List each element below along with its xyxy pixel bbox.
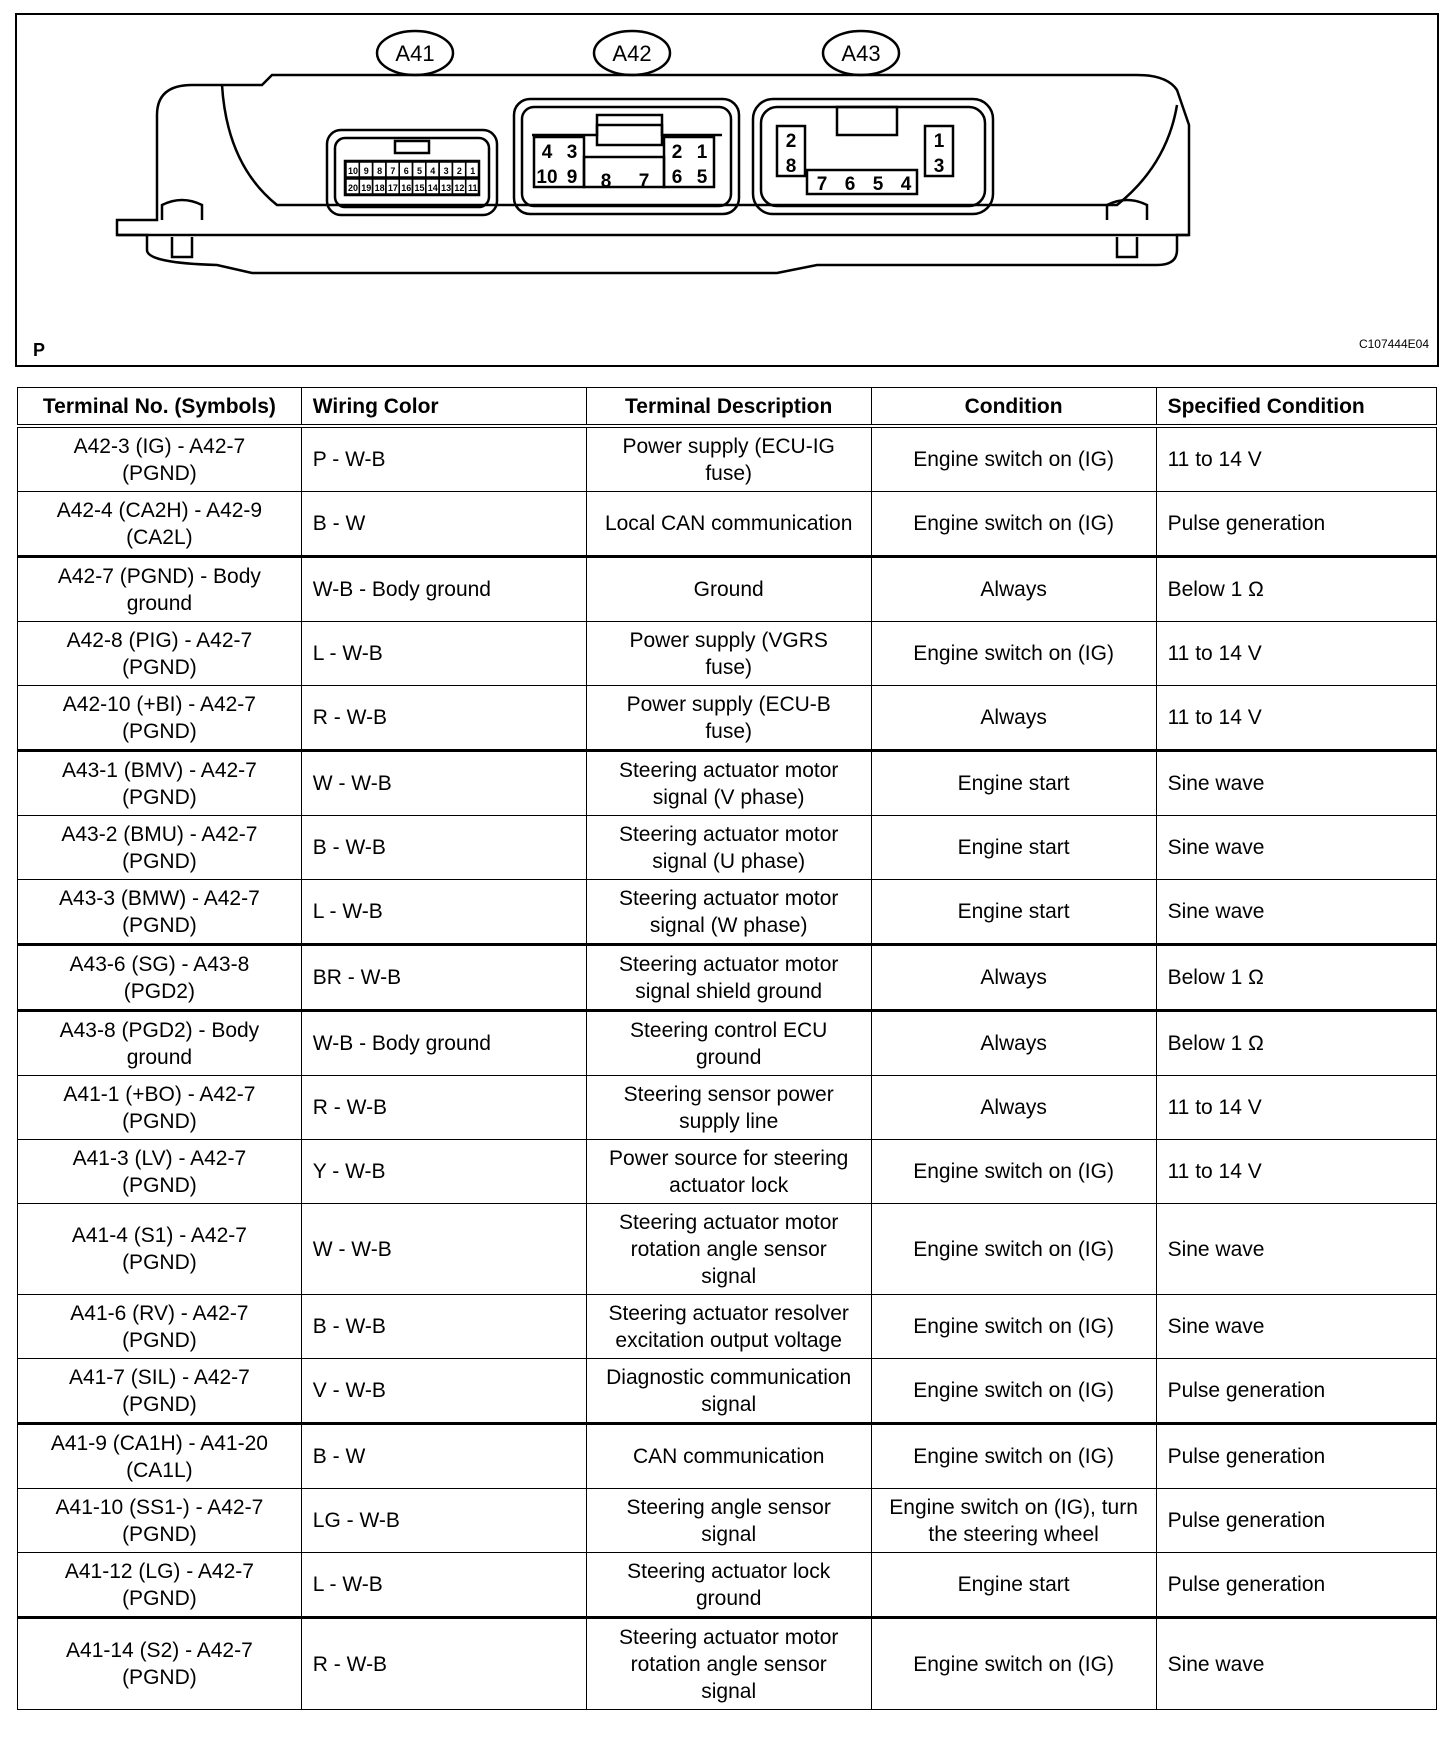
cell-condition: Always [871,557,1156,622]
table-row [18,880,1437,945]
cell-wiring: R - W-B [301,1076,586,1140]
a41-pin-number: 11 [467,183,478,193]
cell-terminal: A42-3 (IG) - A42-7 (PGND) [18,426,302,492]
cell-description: CAN communication [586,1424,871,1489]
cell-specified: Sine wave [1156,1618,1436,1710]
cell-wiring: Y - W-B [301,1140,586,1204]
cell-wiring: B - W-B [301,816,586,880]
a41-pin-number: 4 [430,166,436,176]
header-wiring: Wiring Color [301,388,586,427]
a41-pin-number: 6 [403,166,409,176]
a41-pin-number: 12 [454,183,465,193]
cell-specified: 11 to 14 V [1156,1076,1436,1140]
table-row [18,1553,1437,1618]
a43-pin-number: 3 [933,156,945,177]
cell-condition: Engine switch on (IG), turn the steering wheel [871,1489,1156,1553]
cell-description: Diagnostic communication signal [586,1359,871,1424]
a43-pin-number: 2 [785,131,797,152]
cell-wiring: L - W-B [301,880,586,945]
cell-description: Steering control ECU ground [586,1011,871,1076]
cell-specified: Pulse generation [1156,1553,1436,1618]
table-row [18,1011,1437,1076]
table-row [18,426,1437,492]
header-description: Terminal Description [586,388,871,427]
a42-pin-number: 6 [671,167,683,188]
cell-specified: Below 1 Ω [1156,1011,1436,1076]
cell-condition: Always [871,1011,1156,1076]
a43-pin-number: 5 [872,174,884,195]
a41-pin-number: 2 [456,166,462,176]
cell-condition: Engine switch on (IG) [871,492,1156,557]
cell-specified: Below 1 Ω [1156,557,1436,622]
cell-specified: 11 to 14 V [1156,622,1436,686]
cell-description: Steering actuator motor signal (V phase) [586,751,871,816]
a41-label: A41 [395,41,435,66]
cell-description: Power supply (ECU-B fuse) [586,686,871,751]
cell-specified: 11 to 14 V [1156,686,1436,751]
left-stud-foot [172,237,192,257]
a41-pin-number: 10 [347,166,359,176]
table-row [18,1204,1437,1295]
cell-condition: Engine switch on (IG) [871,1295,1156,1359]
table-row [18,686,1437,751]
a43-pin-number: 6 [844,174,856,195]
cell-description: Ground [586,557,871,622]
cell-specified: Sine wave [1156,880,1436,945]
table-row [18,816,1437,880]
cell-terminal: A43-1 (BMV) - A42-7 (PGND) [18,751,302,816]
cell-condition: Always [871,945,1156,1011]
a42-pin-number: 4 [541,142,553,163]
cell-terminal: A41-6 (RV) - A42-7 (PGND) [18,1295,302,1359]
a42-pin-number: 2 [671,142,683,163]
a41-latch [395,141,429,153]
cell-condition: Engine start [871,751,1156,816]
cell-specified: 11 to 14 V [1156,1140,1436,1204]
terminal-table [17,387,1437,1710]
cell-terminal: A43-2 (BMU) - A42-7 (PGND) [18,816,302,880]
cell-wiring: L - W-B [301,622,586,686]
cell-terminal: A42-7 (PGND) - Body ground [18,557,302,622]
cell-wiring: BR - W-B [301,945,586,1011]
cell-terminal: A42-4 (CA2H) - A42-9 (CA2L) [18,492,302,557]
cell-description: Power supply (ECU-IG fuse) [586,426,871,492]
cell-wiring: P - W-B [301,426,586,492]
cell-terminal: A41-4 (S1) - A42-7 (PGND) [18,1204,302,1295]
a42-pin-number: 5 [696,167,708,188]
cell-wiring: W - W-B [301,751,586,816]
cell-terminal: A43-3 (BMW) - A42-7 (PGND) [18,880,302,945]
cell-terminal: A41-3 (LV) - A42-7 (PGND) [18,1140,302,1204]
table-row [18,1359,1437,1424]
cell-description: Steering sensor power supply line [586,1076,871,1140]
cell-specified: Pulse generation [1156,492,1436,557]
table-row [18,492,1437,557]
a41-pin-number: 8 [377,166,383,176]
a41-pin-number: 7 [390,166,396,176]
a41-pin-number: 14 [427,183,438,193]
cell-condition: Engine switch on (IG) [871,1359,1156,1424]
right-stud-foot [1117,237,1137,257]
cell-wiring: B - W [301,1424,586,1489]
a42-pin-block-center [584,157,664,187]
cell-terminal: A41-1 (+BO) - A42-7 (PGND) [18,1076,302,1140]
cell-description: Power supply (VGRS fuse) [586,622,871,686]
cell-description: Steering actuator motor signal (U phase) [586,816,871,880]
cell-terminal: A43-6 (SG) - A43-8 (PGD2) [18,945,302,1011]
a41-pin-number: 20 [347,183,359,193]
header-specified: Specified Condition [1156,388,1436,427]
cell-terminal: A41-7 (SIL) - A42-7 (PGND) [18,1359,302,1424]
header-terminal: Terminal No. (Symbols) [18,388,302,427]
cell-wiring: R - W-B [301,686,586,751]
table-row [18,1618,1437,1710]
cell-description: Steering actuator motor signal shield ground [586,945,871,1011]
cell-terminal: A41-10 (SS1-) - A42-7 (PGND) [18,1489,302,1553]
cell-specified: Pulse generation [1156,1489,1436,1553]
a41-pin-number: 3 [443,166,449,176]
table-row [18,751,1437,816]
cell-condition: Engine start [871,1553,1156,1618]
figure-code: C107444E04 [1358,337,1429,351]
cell-specified: Sine wave [1156,751,1436,816]
a42-top-edge [532,125,722,135]
cell-wiring: W-B - Body ground [301,1011,586,1076]
table-row [18,1424,1437,1489]
cell-description: Steering actuator lock ground [586,1553,871,1618]
cell-specified: 11 to 14 V [1156,426,1436,492]
cell-wiring: V - W-B [301,1359,586,1424]
a42-pin-number: 9 [566,167,578,188]
table-body [18,426,1437,1710]
cell-terminal: A41-14 (S2) - A42-7 (PGND) [18,1618,302,1710]
ecu-connector-drawing [17,15,1437,365]
a42-pin-numbers [536,142,707,192]
cell-specified: Below 1 Ω [1156,945,1436,1011]
left-stud [162,200,202,220]
a42-pin-number: 1 [696,142,708,163]
a42-latch [597,115,662,145]
a41-pin-number: 17 [387,183,398,193]
table-row [18,1076,1437,1140]
a42-pin-number: 10 [536,167,558,188]
table-row [18,1489,1437,1553]
cell-specified: Sine wave [1156,816,1436,880]
a41-pin-number: 19 [361,183,372,193]
table-row [18,557,1437,622]
cell-description: Steering angle sensor signal [586,1489,871,1553]
cell-description: Local CAN communication [586,492,871,557]
a43-pin-number: 4 [900,174,912,195]
a43-pin-number: 8 [785,156,797,177]
a41-pin-number: 9 [363,166,369,176]
cell-condition: Always [871,1076,1156,1140]
a41-pin-number: 1 [470,166,476,176]
a41-pin-number: 13 [441,183,452,193]
cell-terminal: A43-8 (PGD2) - Body ground [18,1011,302,1076]
cell-description: Power source for steering actuator lock [586,1140,871,1204]
cell-condition: Engine switch on (IG) [871,1140,1156,1204]
cell-wiring: W - W-B [301,1204,586,1295]
a42-pin-number: 7 [638,171,650,192]
cell-wiring: W-B - Body ground [301,557,586,622]
cell-description: Steering actuator motor signal (W phase) [586,880,871,945]
cell-condition: Engine start [871,816,1156,880]
a41-pin-number: 18 [374,183,385,193]
cell-terminal: A41-12 (LG) - A42-7 (PGND) [18,1553,302,1618]
a42-label: A42 [612,41,652,66]
cell-terminal: A42-10 (+BI) - A42-7 (PGND) [18,686,302,751]
a43-pin-numbers [786,131,945,195]
cell-wiring: L - W-B [301,1553,586,1618]
cell-description: Steering actuator motor rotation angle sensor signal [586,1204,871,1295]
cell-condition: Engine switch on (IG) [871,1204,1156,1295]
cell-condition: Engine switch on (IG) [871,1424,1156,1489]
cell-wiring: R - W-B [301,1618,586,1710]
right-stud [1107,200,1147,220]
a41-pin-number: 5 [416,166,423,176]
table-row [18,945,1437,1011]
cell-terminal: A41-9 (CA1H) - A41-20 (CA1L) [18,1424,302,1489]
cell-wiring: B - W-B [301,1295,586,1359]
cell-condition: Engine switch on (IG) [871,622,1156,686]
cell-wiring: LG - W-B [301,1489,586,1553]
table-row [18,1295,1437,1359]
a43-pin-number: 7 [816,174,828,195]
cell-specified: Sine wave [1156,1204,1436,1295]
a42-pin-number: 8 [600,171,612,192]
a42-pin-number: 3 [566,142,578,163]
cell-condition: Always [871,686,1156,751]
figure-corner-letter: P [33,340,46,360]
cell-condition: Engine switch on (IG) [871,1618,1156,1710]
cell-condition: Engine switch on (IG) [871,426,1156,492]
header-condition: Condition [871,388,1156,427]
cell-description: Steering actuator resolver excitation output voltage [586,1295,871,1359]
a41-pin-number: 16 [401,183,412,193]
cell-specified: Pulse generation [1156,1359,1436,1424]
cell-description: Steering actuator motor rotation angle sensor signal [586,1618,871,1710]
cell-wiring: B - W [301,492,586,557]
cell-specified: Sine wave [1156,1295,1436,1359]
a43-label: A43 [841,41,881,66]
a41-pin-number: 15 [414,183,425,193]
table-header-row [18,388,1437,427]
table-row [18,1140,1437,1204]
cell-terminal: A42-8 (PIG) - A42-7 (PGND) [18,622,302,686]
cell-condition: Engine start [871,880,1156,945]
cell-specified: Pulse generation [1156,1424,1436,1489]
ecu-housing-outline [117,75,1189,273]
connector-diagram [15,13,1439,367]
a43-latch [837,107,897,135]
a43-pin-number: 1 [933,131,945,152]
table-row [18,622,1437,686]
